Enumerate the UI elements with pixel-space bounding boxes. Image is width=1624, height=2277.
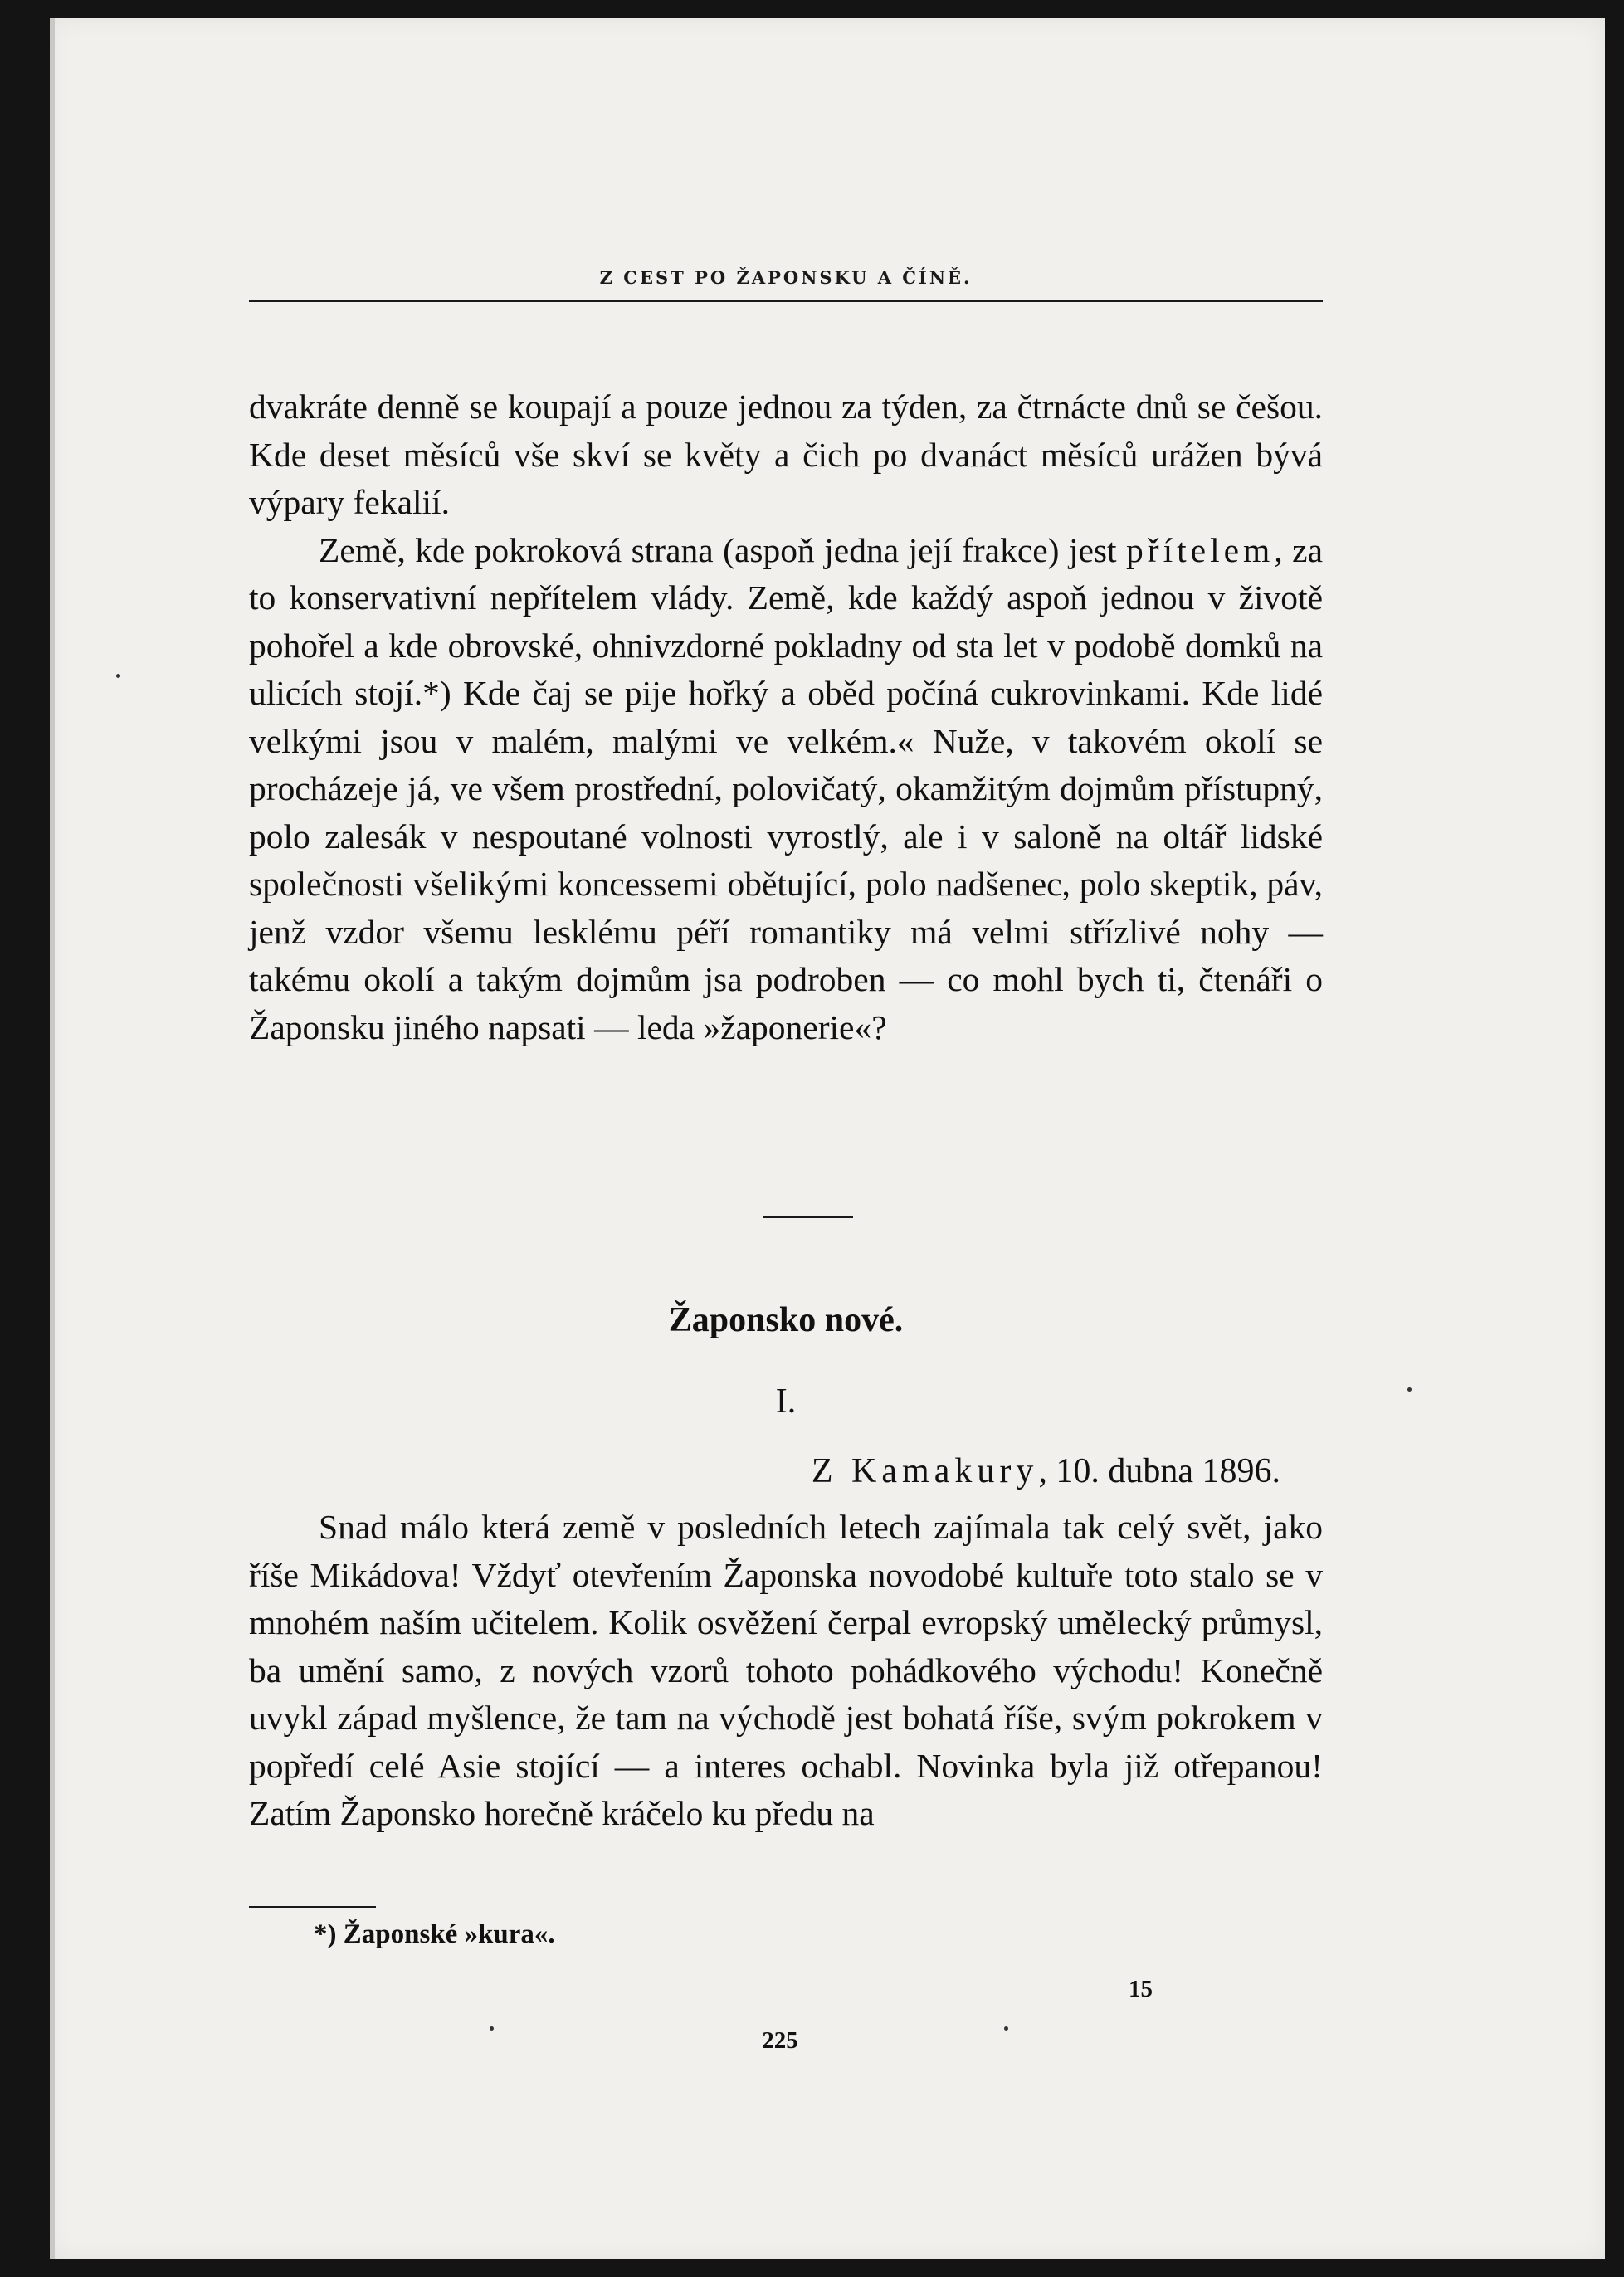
paragraph-continued: dvakráte denně se koupají a pouze jednou za týden, za čtrnácte dnů se češou. Kde deset měsíců vše skví se květy a čich po dvanáct měsíců urážen bývá výpary fekalií. — [249, 388, 1323, 521]
body-text-bottom — [249, 1504, 1323, 1838]
scan-speck — [490, 2026, 494, 2031]
running-head-rule — [249, 300, 1323, 302]
section-divider — [763, 1216, 853, 1218]
paragraph-snad: Snad málo která země v posledních letech zajímala tak celý svět, jako říše Mikádova! Vždyť otevřením Žaponska novodobé kultuře toto stalo se v mnohém naším učitelem. Kolik osvěžení čerpal evropský umělecký průmysl, ba umění samo, z nových vzorů tohoto pohádkového východu! Konečně uvykl západ myšlence, že tam na východě jest bohatá říše, svým pokrokem v popředí celé Asie stojící — a interes ochabl. Novinka byla již otřepanou! Zatím Žaponsko horečně kráčelo ku předu na — [249, 1508, 1323, 1832]
running-head: Z CEST PO ŽAPONSKU A ČÍNĚ. — [599, 267, 973, 288]
emphasis-spaced-word: přítelem — [1126, 530, 1275, 569]
footnote-rule — [249, 1906, 376, 1908]
paragraph-zeme — [249, 527, 1323, 1052]
dateline — [249, 1451, 1280, 1491]
body-text-top — [249, 383, 1323, 1051]
dateline-place: Z Kamakury — [811, 1452, 1039, 1490]
signature-mark: 15 — [1129, 1976, 1153, 2002]
paragraph-zeme-rest: , za to konservativní nepřítelem vlády. Země, kde každý aspoň jednou v životě pohořel a kde obrovské, ohnivzdorné pokladny od sta let v podobě domků na ulicích stojí.*) Kde čaj se pije hořký a oběd počíná cukrovinkami. Kde lidé velkými jsou v malém, malými ve velkém.« Nuže, v takovém okolí se procházeje já, ve všem prostřední, polovičatý, okamžitým dojmům přístupný, polo zalesák v nespoutané volnosti vyrostlý, ale i v saloně na oltář lidské společnosti všelikými koncessemi obětující, polo nadšenec, polo skeptik, páv, jenž vzdor všemu lesklému péří romantiky má velmi střízlivé nohy — takému okolí a takým dojmům jsa podroben — co mohl bych ti, čtenáři o Žaponsku jiného napsati — leda »žaponerie«? — [249, 530, 1323, 1046]
scan-speck — [1407, 1387, 1412, 1392]
scan-speck — [1004, 2026, 1008, 2031]
scan-speck — [116, 674, 120, 678]
chapter-number: I. — [775, 1382, 797, 1421]
page-spine-shadow — [50, 18, 55, 2259]
page-number: 225 — [762, 2027, 798, 2054]
footnote: *) Žaponské »kura«. — [314, 1919, 555, 1949]
paragraph-zeme-start: Země, kde pokroková strana (aspoň jedna její frakce) jest — [319, 530, 1117, 569]
book-page — [50, 18, 1605, 2259]
dateline-date: , 10. dubna 1896. — [1038, 1452, 1280, 1490]
section-title: Žaponsko nové. — [668, 1301, 904, 1339]
